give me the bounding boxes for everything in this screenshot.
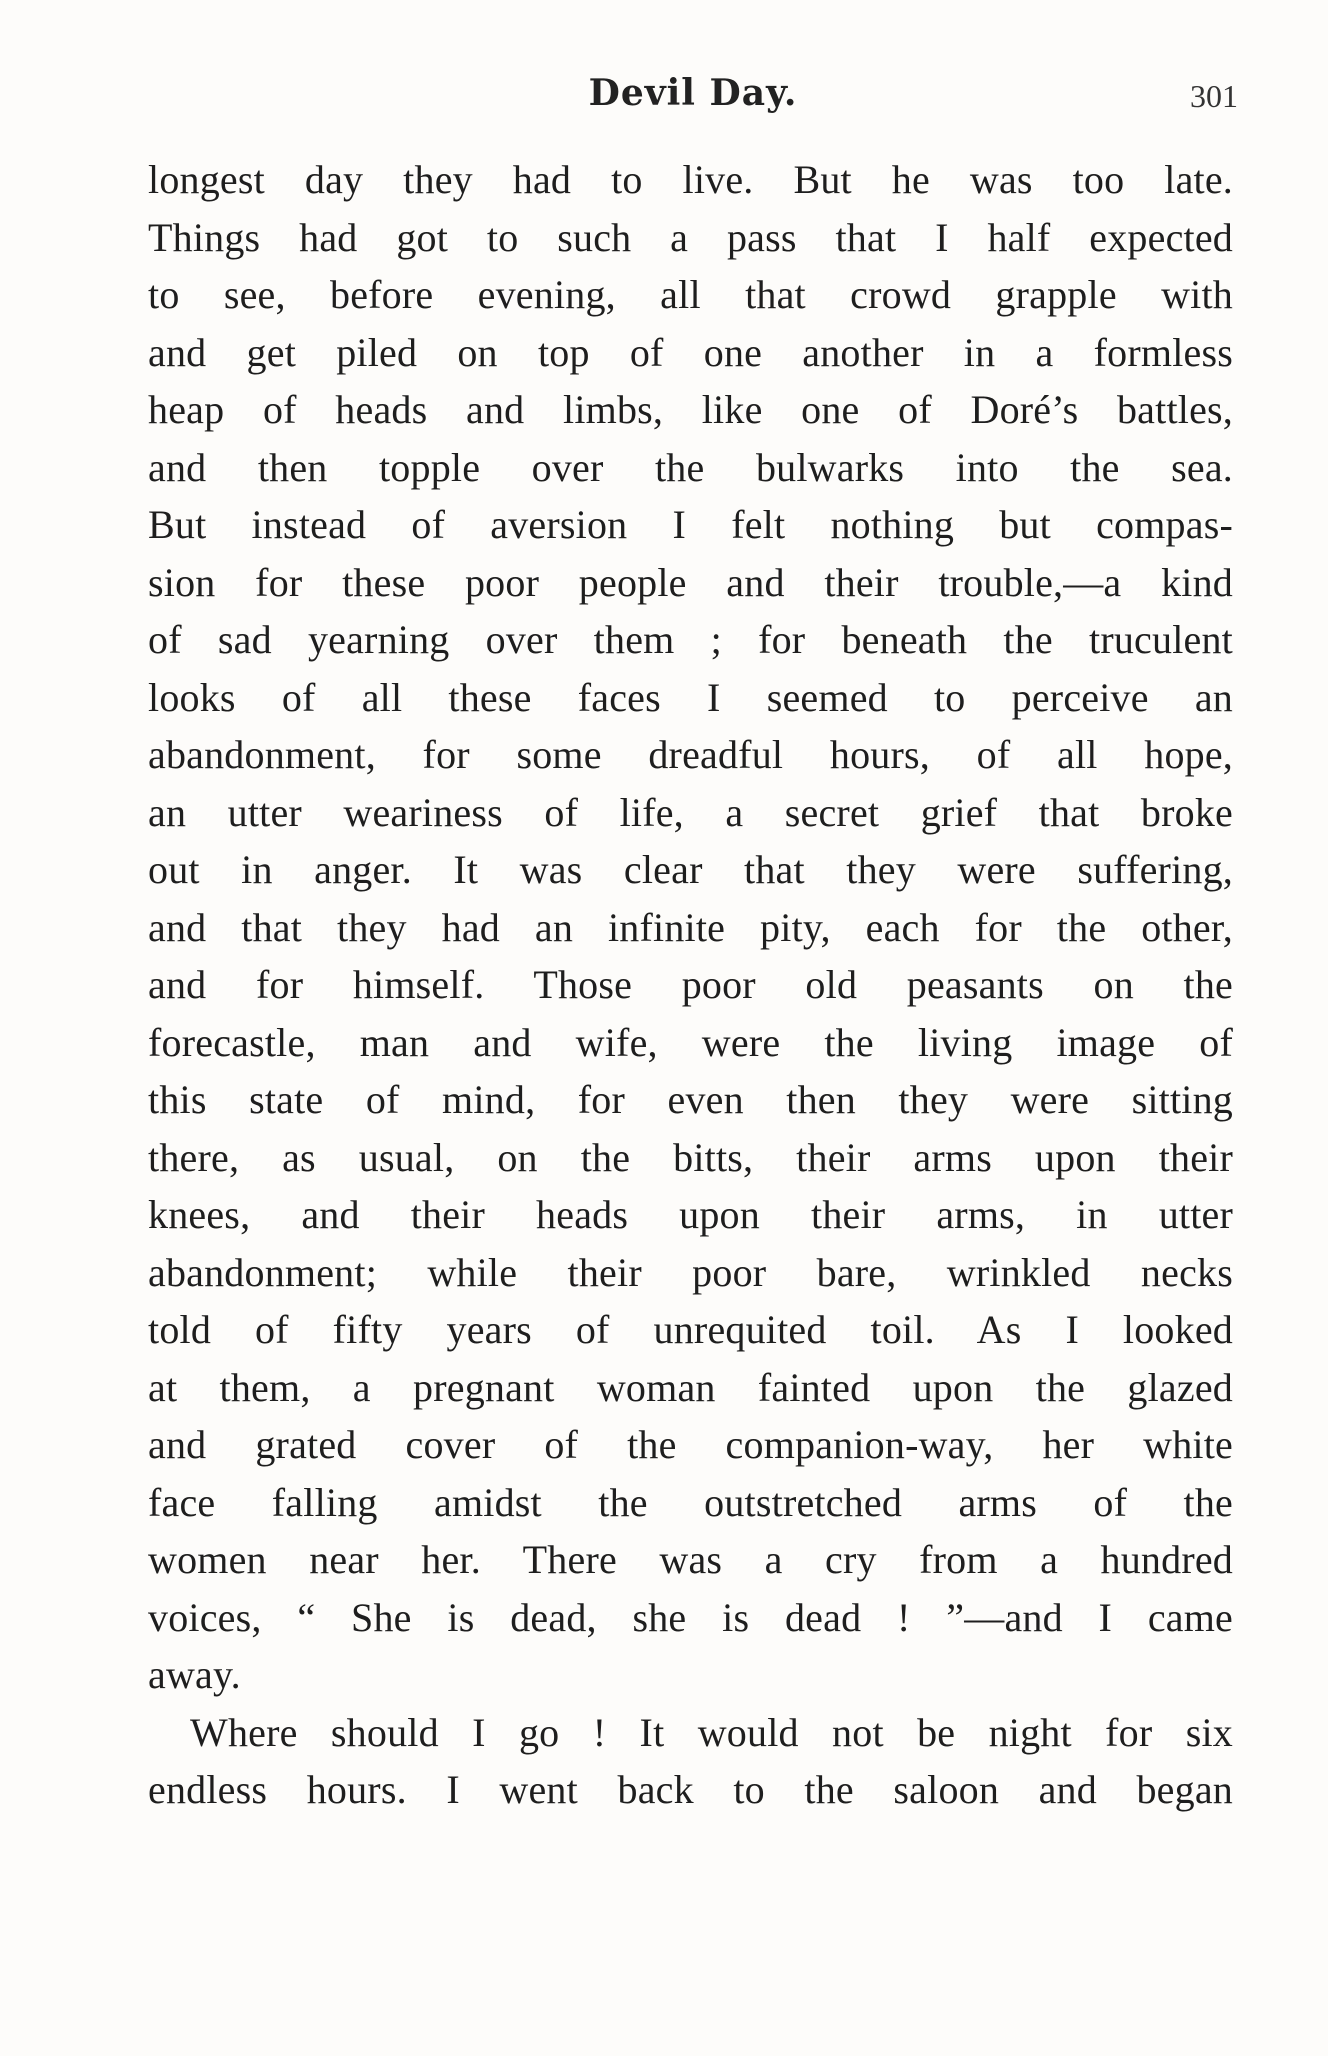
text-line: forecastle, man and wife, were the living image of: [148, 1019, 1233, 1065]
text-line: and grated cover of the companion-way, her white: [148, 1422, 1233, 1467]
page-number: 301: [1190, 78, 1238, 114]
text-line: women near her. There was a cry from a hundred: [148, 1537, 1233, 1582]
text-line: and then topple over the bulwarks into the sea.: [148, 444, 1233, 490]
text-line: this state of mind, for even then they were sitting: [148, 1077, 1233, 1122]
text-line: of sad yearning over them ; for beneath the truculent: [148, 617, 1233, 662]
paragraph-end-line: away.: [148, 1652, 241, 1697]
text-line: and for himself. Those poor old peasants on the: [148, 962, 1233, 1007]
running-head: [148, 72, 1238, 132]
paragraph-start-line: Where should I go ! It would not be night for six: [190, 1709, 1233, 1755]
text-line: abandonment, for some dreadful hours, of all hope,: [148, 732, 1233, 777]
text-line: at them, a pregnant woman fainted upon the glazed: [148, 1364, 1233, 1410]
text-line: to see, before evening, all that crowd grapple with: [148, 272, 1233, 317]
text-line: face falling amidst the outstretched arms of the: [148, 1479, 1233, 1525]
text-line: and get piled on top of one another in a formless: [148, 329, 1233, 375]
text-line: out in anger. It was clear that they were suffering,: [148, 847, 1233, 892]
text-line: voices, “ She is dead, she is dead ! ”—and I came: [148, 1594, 1233, 1640]
text-line: endless hours. I went back to the saloon and began: [148, 1767, 1233, 1812]
text-line: sion for these poor people and their trouble,—a kind: [148, 559, 1233, 605]
text-line: an utter weariness of life, a secret grief that broke: [148, 789, 1233, 835]
text-line: heap of heads and limbs, like one of Doré’s battles,: [148, 387, 1233, 432]
text-line: looks of all these faces I seemed to perceive an: [148, 674, 1233, 720]
text-line: there, as usual, on the bitts, their arms upon their: [148, 1134, 1233, 1180]
text-line: knees, and their heads upon their arms, in utter: [148, 1192, 1233, 1237]
text-line: and that they had an infinite pity, each for the other,: [148, 904, 1233, 950]
text-line: abandonment; while their poor bare, wrinkled necks: [148, 1249, 1233, 1295]
text-line: longest day they had to live. But he was too late.: [148, 157, 1233, 202]
text-line: told of fifty years of unrequited toil. As I looked: [148, 1307, 1233, 1352]
body-text: [148, 151, 1233, 1819]
text-line: But instead of aversion I felt nothing but compas-: [148, 502, 1233, 547]
text-line: Things had got to such a pass that I half expected: [148, 214, 1233, 260]
running-title: Devil Day.: [588, 72, 798, 114]
